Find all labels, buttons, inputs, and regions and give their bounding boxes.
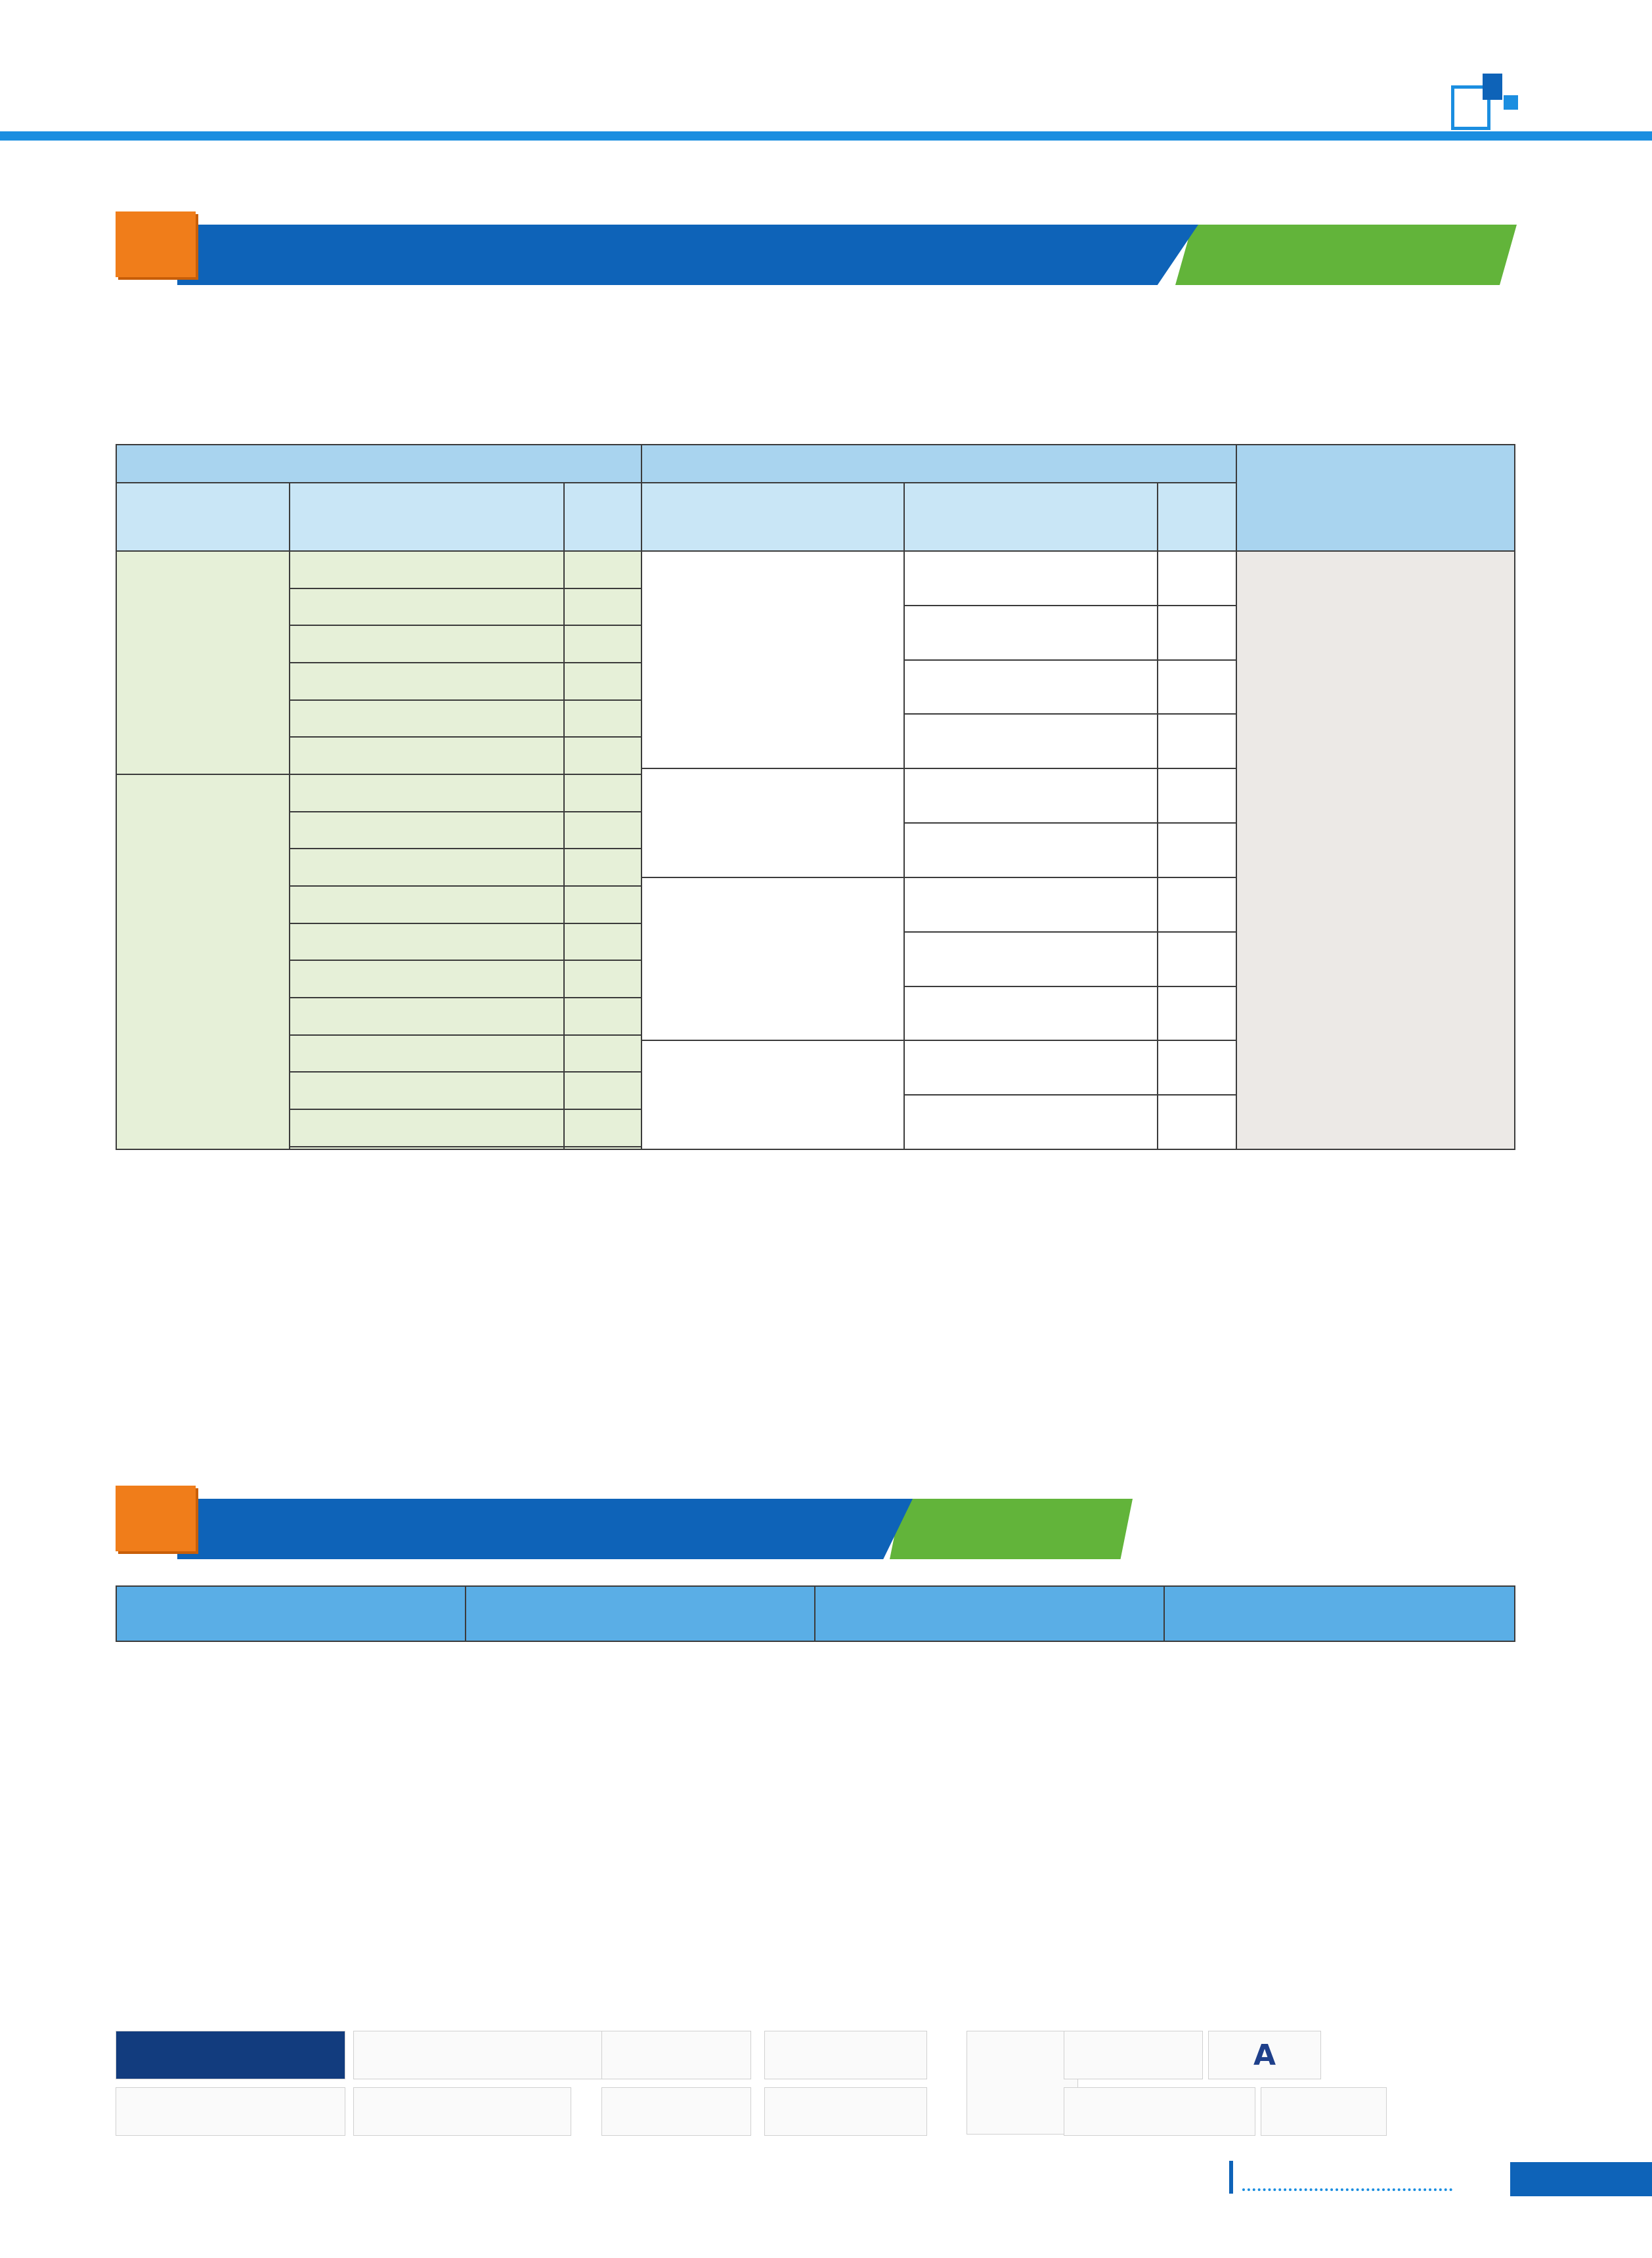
- employment-header: [116, 1586, 466, 1641]
- header-deco-square: [1483, 74, 1502, 100]
- footer-bar: [1510, 2162, 1652, 2196]
- employment-header: [466, 1586, 815, 1641]
- major-cell: [290, 774, 564, 812]
- years-cell: [1158, 932, 1236, 986]
- major-cell: [290, 1035, 564, 1073]
- major-cell: [290, 812, 564, 849]
- result-banner-accent: [890, 1499, 1133, 1559]
- partner-logo: [601, 2031, 751, 2079]
- col-header-years: [1158, 483, 1236, 551]
- partner-logo: [353, 2087, 571, 2136]
- major-cell: [904, 1040, 1158, 1095]
- years-cell: [564, 812, 641, 849]
- notes-header: [1236, 445, 1515, 551]
- major-cell: [290, 849, 564, 886]
- major-cell: [290, 886, 564, 923]
- partner-logo: [1064, 2087, 1255, 2136]
- partner-logo: [764, 2031, 927, 2079]
- years-cell: [564, 1109, 641, 1147]
- partner-logo: [1392, 2070, 1514, 2133]
- table-header-row: [116, 445, 1515, 483]
- result-badge: [116, 1486, 196, 1551]
- major-cell: [290, 960, 564, 998]
- school-cell: [641, 768, 904, 877]
- major-cell: [290, 1072, 564, 1109]
- bachelor-header: [116, 445, 641, 483]
- years-cell: [564, 625, 641, 663]
- partner-logo: [601, 2087, 751, 2136]
- years-cell: [1158, 823, 1236, 877]
- col-header-years: [564, 483, 641, 551]
- col-header-school: [116, 483, 290, 551]
- col-header-major: [290, 483, 564, 551]
- major-cell: [904, 986, 1158, 1041]
- major-cell: [290, 700, 564, 738]
- major-cell: [290, 625, 564, 663]
- enrollment-table: [116, 444, 1515, 1150]
- major-cell: [290, 588, 564, 626]
- years-cell: [1158, 606, 1236, 660]
- partner-logo: [116, 2031, 345, 2079]
- years-cell: [1158, 768, 1236, 823]
- major-cell: [904, 932, 1158, 986]
- col-header-major: [904, 483, 1158, 551]
- partner-logo: [1064, 2031, 1203, 2079]
- years-cell: [564, 886, 641, 923]
- years-cell: [564, 1035, 641, 1073]
- major-cell: [290, 551, 564, 588]
- employment-header-row: [116, 1586, 1515, 1641]
- major-cell: [904, 823, 1158, 877]
- years-cell: [564, 663, 641, 700]
- years-cell: [1158, 986, 1236, 1041]
- school-cell: [116, 551, 290, 774]
- years-cell: [564, 998, 641, 1035]
- header-rule: [0, 131, 1652, 141]
- footer-wave: [1242, 2188, 1452, 2198]
- employment-table: [116, 1585, 1515, 1642]
- section-banner: [177, 225, 1198, 285]
- major-cell: [904, 551, 1158, 606]
- years-cell: [564, 1072, 641, 1109]
- college-header: [641, 445, 1236, 483]
- years-cell: [1158, 877, 1236, 932]
- major-cell: [290, 1147, 564, 1149]
- major-cell: [290, 923, 564, 961]
- years-cell: [564, 737, 641, 774]
- school-cell: [116, 774, 290, 1149]
- major-cell: [904, 606, 1158, 660]
- employment-header: [815, 1586, 1164, 1641]
- major-cell: [290, 998, 564, 1035]
- years-cell: [564, 588, 641, 626]
- years-cell: [1158, 551, 1236, 606]
- years-cell: [1158, 1095, 1236, 1149]
- section-badge: [116, 211, 196, 277]
- school-cell: [641, 1040, 904, 1149]
- result-banner: [177, 1499, 913, 1559]
- years-cell: [1158, 1040, 1236, 1095]
- table-row: [116, 551, 1515, 554]
- employment-header: [1164, 1586, 1515, 1641]
- years-cell: [564, 774, 641, 812]
- header-deco-square-small: [1504, 95, 1518, 110]
- school-cell: [641, 877, 904, 1040]
- col-header-school: [641, 483, 904, 551]
- years-cell: [564, 849, 641, 886]
- partner-logo-emblem: A: [1208, 2031, 1321, 2079]
- footer-rule: [1229, 2161, 1233, 2194]
- partner-logo: [967, 2031, 1078, 2135]
- years-cell: [1158, 660, 1236, 715]
- notes-cell: [1236, 551, 1515, 1149]
- partner-logo: [1261, 2087, 1387, 2136]
- school-cell: [641, 551, 904, 768]
- partner-logos: [116, 2031, 1514, 2136]
- major-cell: [904, 1095, 1158, 1149]
- major-cell: [290, 663, 564, 700]
- partner-logo: [764, 2087, 927, 2136]
- years-cell: [1158, 714, 1236, 768]
- years-cell: [564, 1147, 641, 1149]
- major-cell: [290, 1109, 564, 1147]
- years-cell: [564, 551, 641, 588]
- partner-logo: [116, 2087, 345, 2136]
- years-cell: [564, 700, 641, 738]
- major-cell: [290, 737, 564, 774]
- years-cell: [564, 923, 641, 961]
- section-banner-accent: [1175, 225, 1517, 285]
- major-cell: [904, 660, 1158, 715]
- major-cell: [904, 714, 1158, 768]
- years-cell: [564, 960, 641, 998]
- major-cell: [904, 877, 1158, 932]
- major-cell: [904, 768, 1158, 823]
